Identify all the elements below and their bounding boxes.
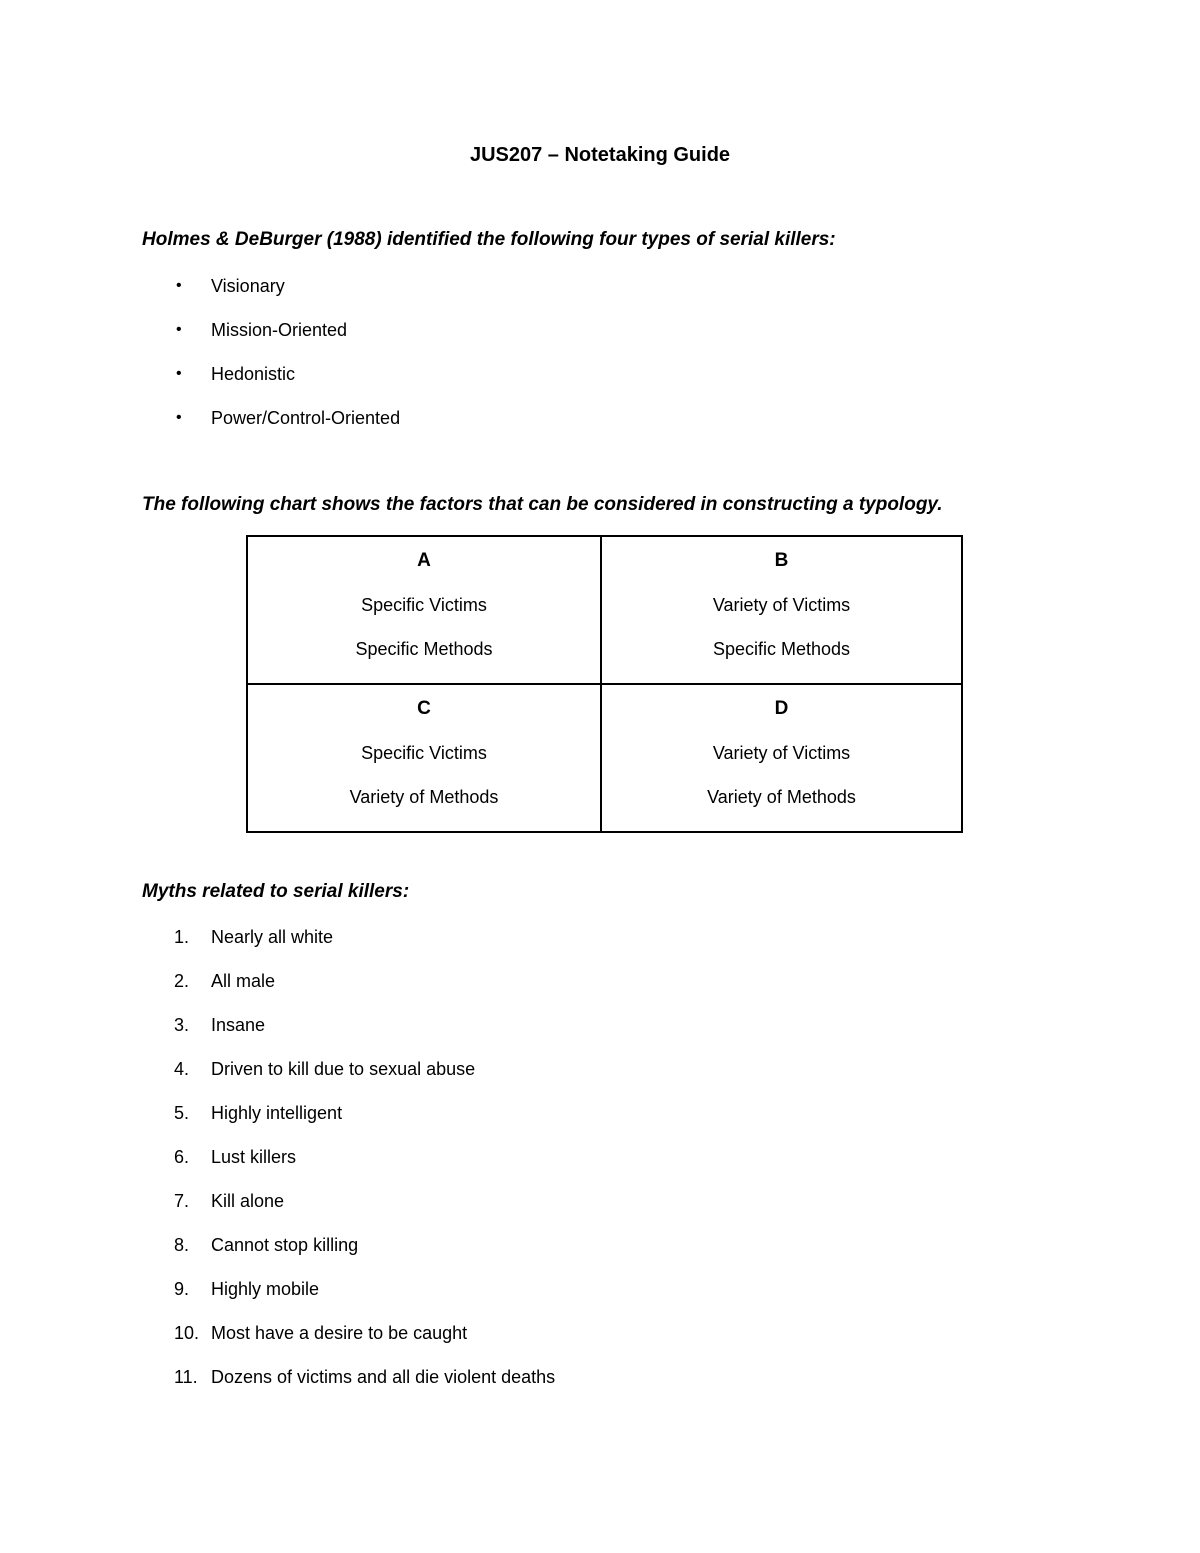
table-cell-b [601,536,962,684]
list-number: 6. [174,1147,190,1167]
cell-victims-text: Variety of Victims [712,743,851,763]
table-row [247,536,962,684]
typology-chart-heading: The following chart shows the factors that can be considered in constructing a typology. [142,494,943,515]
list-item-text: Power/Control-Oriented [211,408,401,428]
table-cell-c [247,684,601,832]
list-number: 4. [174,1059,190,1079]
cell-methods-text: Specific Methods [712,639,851,659]
cell-methods-text: Variety of Methods [707,787,856,807]
list-number: 10. [174,1323,200,1343]
list-item-text: Kill alone [211,1191,285,1211]
list-item-text: Mission-Oriented [211,320,348,340]
bullet-icon: • [176,409,182,426]
cell-victims-text: Specific Victims [361,743,487,763]
list-item-text: Highly mobile [211,1279,320,1299]
table-cell-a [247,536,601,684]
list-item-text: Cannot stop killing [211,1235,359,1255]
list-item-text: Insane [211,1015,266,1035]
table-row [247,684,962,832]
list-number: 1. [174,927,190,947]
list-item-text: Lust killers [211,1147,297,1167]
cell-letter: B [774,550,789,571]
bullet-icon: • [176,365,182,382]
cell-letter: A [417,550,431,571]
list-item-text: Nearly all white [211,927,334,947]
list-number: 11. [174,1367,198,1387]
serial-killer-types-heading: Holmes & DeBurger (1988) identified the following four types of serial killers: [142,229,836,250]
cell-methods-text: Specific Methods [355,639,493,659]
document-title: JUS207 – Notetaking Guide [469,144,731,166]
cell-letter: D [774,698,789,719]
bullet-icon: • [176,321,182,338]
cell-victims-text: Variety of Victims [712,595,851,615]
list-item-text: Driven to kill due to sexual abuse [211,1059,476,1079]
bullet-icon: • [176,277,182,294]
typology-chart-table [246,535,963,833]
list-number: 8. [174,1235,190,1255]
list-item-text: Most have a desire to be caught [211,1323,468,1343]
cell-methods-text: Variety of Methods [349,787,499,807]
table-cell-d [601,684,962,832]
list-number: 2. [174,971,190,991]
list-item-text: Visionary [211,276,285,296]
list-item-text: Dozens of victims and all die violent deaths [211,1367,556,1387]
list-number: 9. [174,1279,190,1299]
myths-heading: Myths related to serial killers: [142,881,410,902]
list-item-text: Hedonistic [211,364,296,384]
list-number: 7. [174,1191,190,1211]
list-item-text: All male [211,971,276,991]
cell-letter: C [417,698,431,719]
list-number: 3. [174,1015,190,1035]
list-item-text: Highly intelligent [211,1103,343,1123]
list-number: 5. [174,1103,190,1123]
cell-victims-text: Specific Victims [361,595,487,615]
